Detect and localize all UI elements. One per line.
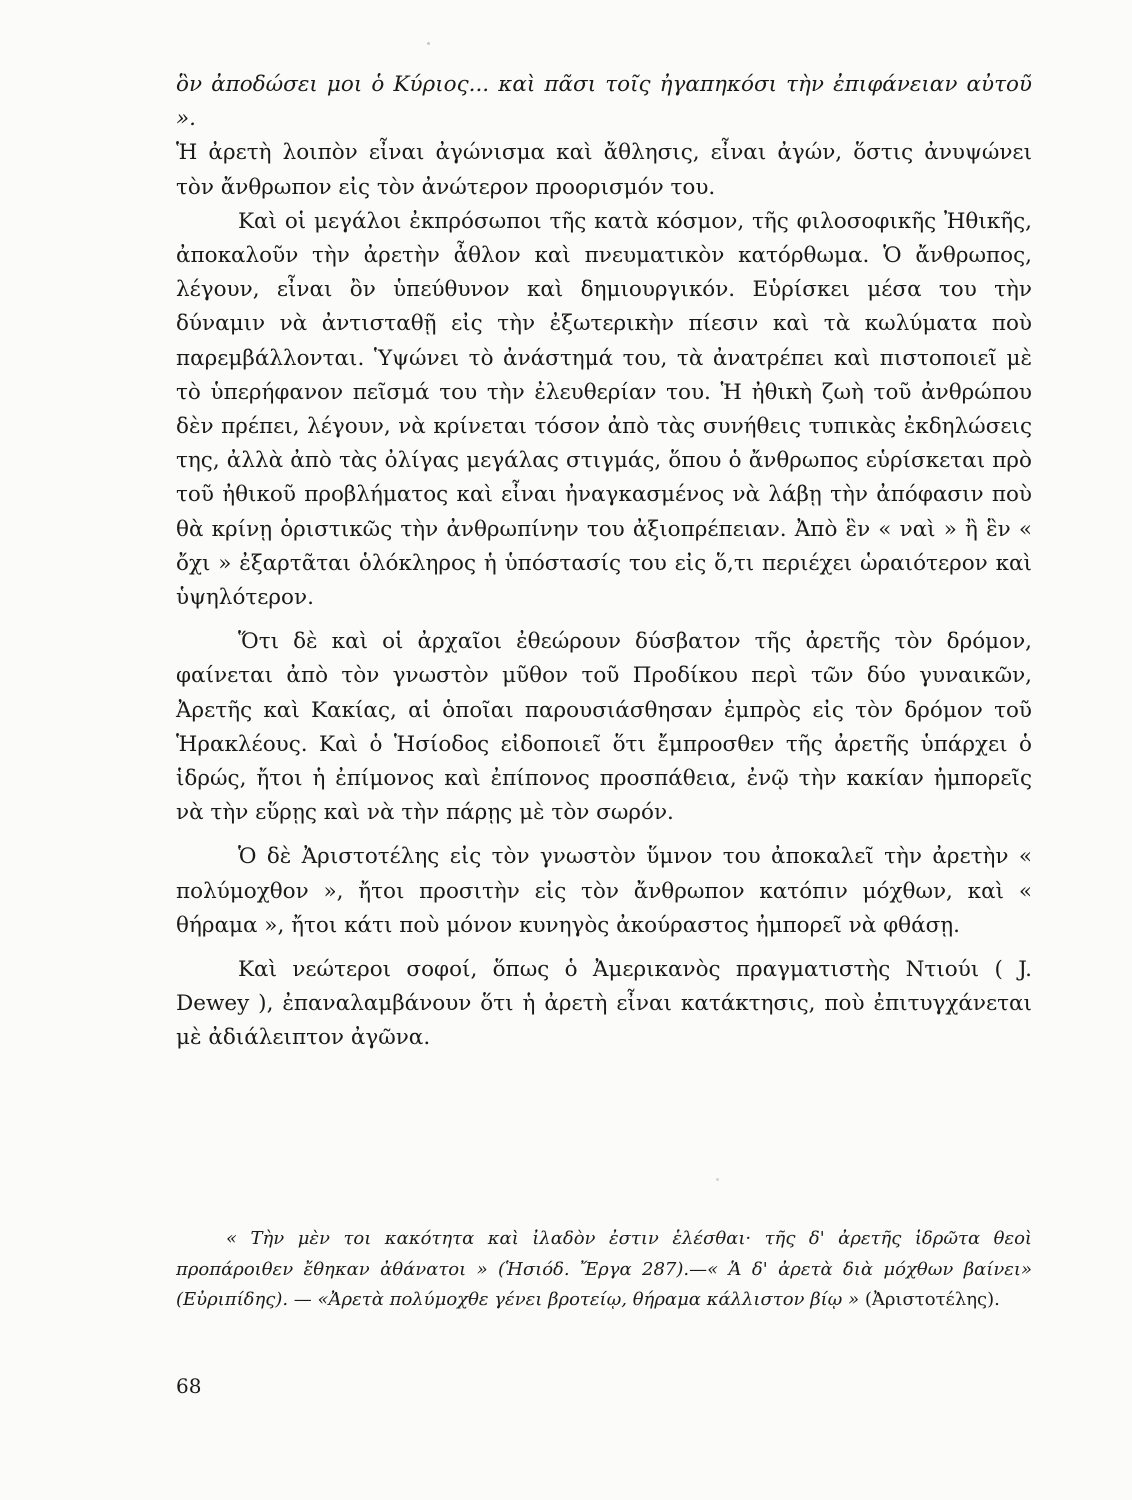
paragraph-quote-continuation: ὃν ἀποδώσει μοι ὁ Κύριος... καὶ πᾶσι τοῖς ἠγαπηκόσι τὴν ἐπιφάνειαν αὐτοῦ ». <box>176 72 1032 132</box>
paper-speck <box>427 42 430 45</box>
page-body <box>176 68 1032 1056</box>
footnote-text: « Τὴν μὲν τοι κακότητα καὶ ἰλαδὸν ἐστιν ἑλέσθαι· τῆς δ' ἀρετῆς ἱδρῶτα θεοὶ προπάροιθεν ἔθηκαν ἀθάνατοι » (Ἡσιόδ. Ἔργα 287).—« Ἁ δ' ἀρετὰ διὰ μόχθων βαίνει» (Εὐριπίδης). — «Ἀρετὰ πολύμοχθε γένει βροτείῳ, θήραμα κάλλιστον βίῳ » <box>176 1228 1032 1310</box>
paragraph-aristotle: Ὁ δὲ Ἀριστοτέλης εἰς τὸν γνωστὸν ὕμνον του ἀποκαλεῖ τὴν ἀρετὴν « πολύμοχθον », ἤτοι προσιτὴν εἰς τὸν ἄνθρωπον κατόπιν μόχθων, καὶ « θήραμα », ἤτοι κάτι ποὺ μόνον κυνηγὸς ἀκούραστος ἠμπορεῖ νὰ φθάσῃ. <box>176 844 1032 938</box>
paragraph-philosophical-ethics: Καὶ οἱ μεγάλοι ἐκπρόσωποι τῆς κατὰ κόσμον, τῆς φιλοσοφικῆς Ἠθικῆς, ἀποκαλοῦν τὴν ἀρετὴν ἆθλον καὶ πνευματικὸν κατόρθωμα. Ὁ ἄνθρωπος, λέγουν, εἶναι ὂν ὑπεύθυνον καὶ δημιουργικόν. Εὑρίσκει μέσα του τὴν δύναμιν νὰ ἀντισταθῇ εἰς τὴν ἐξωτερικὴν πίεσιν καὶ τὰ κωλύματα ποὺ παρεμβάλλονται. Ὑψώνει τὸ ἀνάστημά του, τὰ ἀνατρέπει καὶ πιστοποιεῖ μὲ τὸ ὑπερήφανον πεῖσμά του τὴν ἐλευθερίαν του. Ἡ ἠθικὴ ζωὴ τοῦ ἀνθρώπου δὲν πρέπει, λέγουν, νὰ κρίνεται τόσον ἀπὸ τὰς συνήθεις τυπικὰς ἐκδηλώσεις της, ἀλλὰ ἀπὸ τὰς ὀλίγας μεγάλας στιγμάς, ὅπου ὁ ἄνθρωπος εὑρίσκεται πρὸ τοῦ ἠθικοῦ προβλήματος καὶ εἶναι ἠναγκασμένος νὰ λάβῃ τὴν ἀπόφασιν ποὺ θὰ κρίνῃ ὁριστικῶς τὴν ἀνθρωπίνην του ἀξιοπρέπειαν. Ἀπὸ ἓν « ναὶ » ἢ ἓν « ὄχι » ἐξαρτᾶται ὁλόκληρος ἡ ὑπόστασίς του εἰς ὅ,τι περιέχει ὡραιότερον καὶ ὑψηλότερον. <box>176 208 1032 611</box>
footnote-attribution: (Ἀριστοτέλης). <box>859 1289 1000 1310</box>
footnote <box>176 1224 1032 1316</box>
paragraph-virtue-struggle: Ἡ ἀρετὴ λοιπὸν εἶναι ἀγώνισμα καὶ ἄθλησις, εἶναι ἀγών, ὅστις ἀνυψώνει τὸν ἄνθρωπον εἰς τὸν ἀνώτερον προορισμόν του. <box>176 140 1032 200</box>
paragraph-dewey: Καὶ νεώτεροι σοφοί, ὅπως ὁ Ἀμερικανὸς πραγματιστὴς Ντιούι ( J. Dewey ), ἐπαναλαμβάνουν ὅτι ἡ ἀρετὴ εἶναι κατάκτησις, ποὺ ἐπιτυγχάνεται μὲ ἀδιάλειπτον ἀγῶνα. <box>176 957 1032 1051</box>
footnote-block <box>176 1224 1032 1316</box>
paragraph-ancients: Ὅτι δὲ καὶ οἱ ἀρχαῖοι ἐθεώρουν δύσβατον τῆς ἀρετῆς τὸν δρόμον, φαίνεται ἀπὸ τὸν γνωστὸν μῦθον τοῦ Προδίκου περὶ τῶν δύο γυναικῶν, Ἀρετῆς καὶ Κακίας, αἱ ὁποῖαι παρουσιάσθησαν ἐμπρὸς εἰς τὸν δρόμον τοῦ Ἡρακλέους. Καὶ ὁ Ἡσίοδος εἰδοποιεῖ ὅτι ἔμπροσθεν τῆς ἀρετῆς ὑπάρχει ὁ ἱδρώς, ἤτοι ἡ ἐπίμονος καὶ ἐπίπονος προσπάθεια, ἐνῷ τὴν κακίαν ἠμπορεῖς νὰ τὴν εὕρῃς καὶ νὰ τὴν πάρῃς μὲ τὸν σωρόν. <box>176 629 1032 826</box>
paper-speck <box>716 1178 719 1181</box>
page-number: 68 <box>176 1374 202 1398</box>
